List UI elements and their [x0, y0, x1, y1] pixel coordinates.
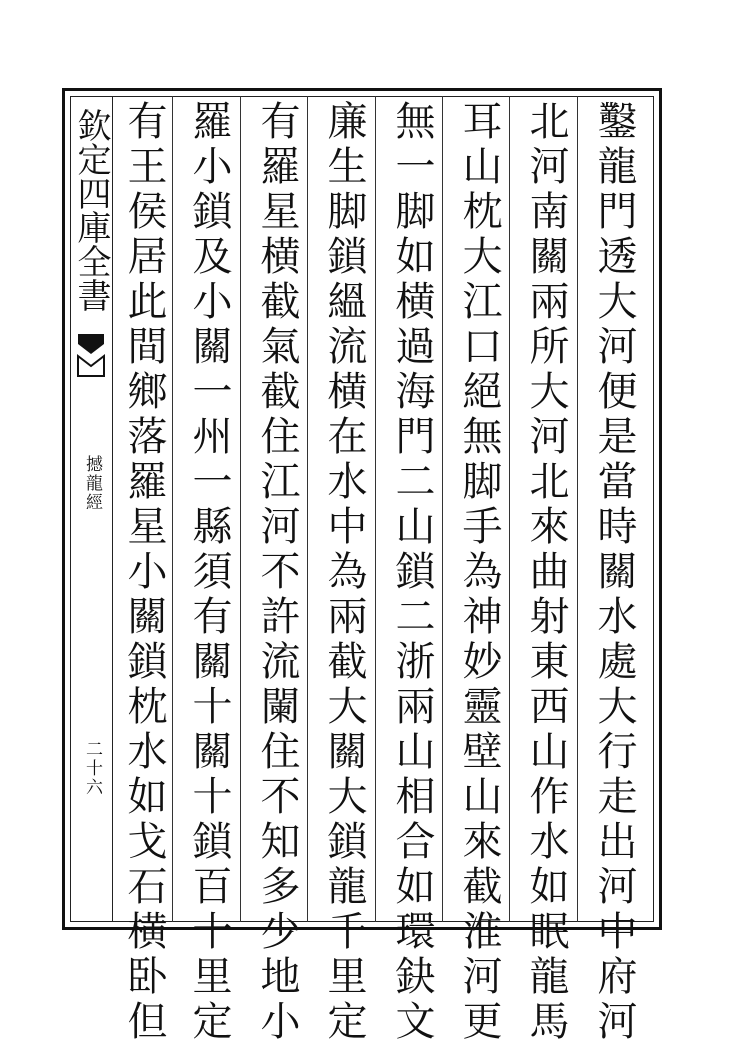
fish-tail-mark	[76, 330, 106, 380]
text-column-4: 無一脚如横過海門二山鎖二浙兩山相合如環鈌文	[389, 100, 435, 1045]
column-rule	[442, 96, 443, 922]
text-column-2: 北河南關兩所大河北來曲射東西山作水如眠龍馬	[523, 100, 569, 1045]
text-column-5: 廉生脚鎖縕流横在水中為兩截大關大鎖龍千里定	[321, 100, 367, 1045]
text-column-6: 有羅星横截氣截住江河不許流闌住不知多少地小	[254, 100, 300, 1045]
column-rule	[172, 96, 173, 922]
column-rule	[375, 96, 376, 922]
column-rule	[509, 96, 510, 922]
margin-rule	[112, 96, 113, 922]
text-column-1: 鑿龍門透大河便是當時關水處大行走出河中府河	[591, 100, 637, 1045]
text-column-3: 耳山枕大江口絕無脚手為神妙靈壁山來截淮河更	[456, 100, 502, 1045]
column-rule	[577, 96, 578, 922]
column-rule	[307, 96, 308, 922]
column-rule	[240, 96, 241, 922]
book-title: 撼龍經	[82, 455, 102, 512]
series-title: 欽定四庫全書	[71, 108, 111, 312]
text-column-7: 羅小鎖及小關一州一縣須有關十關十鎖百十里定	[186, 100, 232, 1045]
page-number: 二十六	[82, 740, 102, 797]
text-column-8: 有王侯居此間鄉落羅星小關鎖枕水如戈石横卧但	[121, 100, 167, 1045]
